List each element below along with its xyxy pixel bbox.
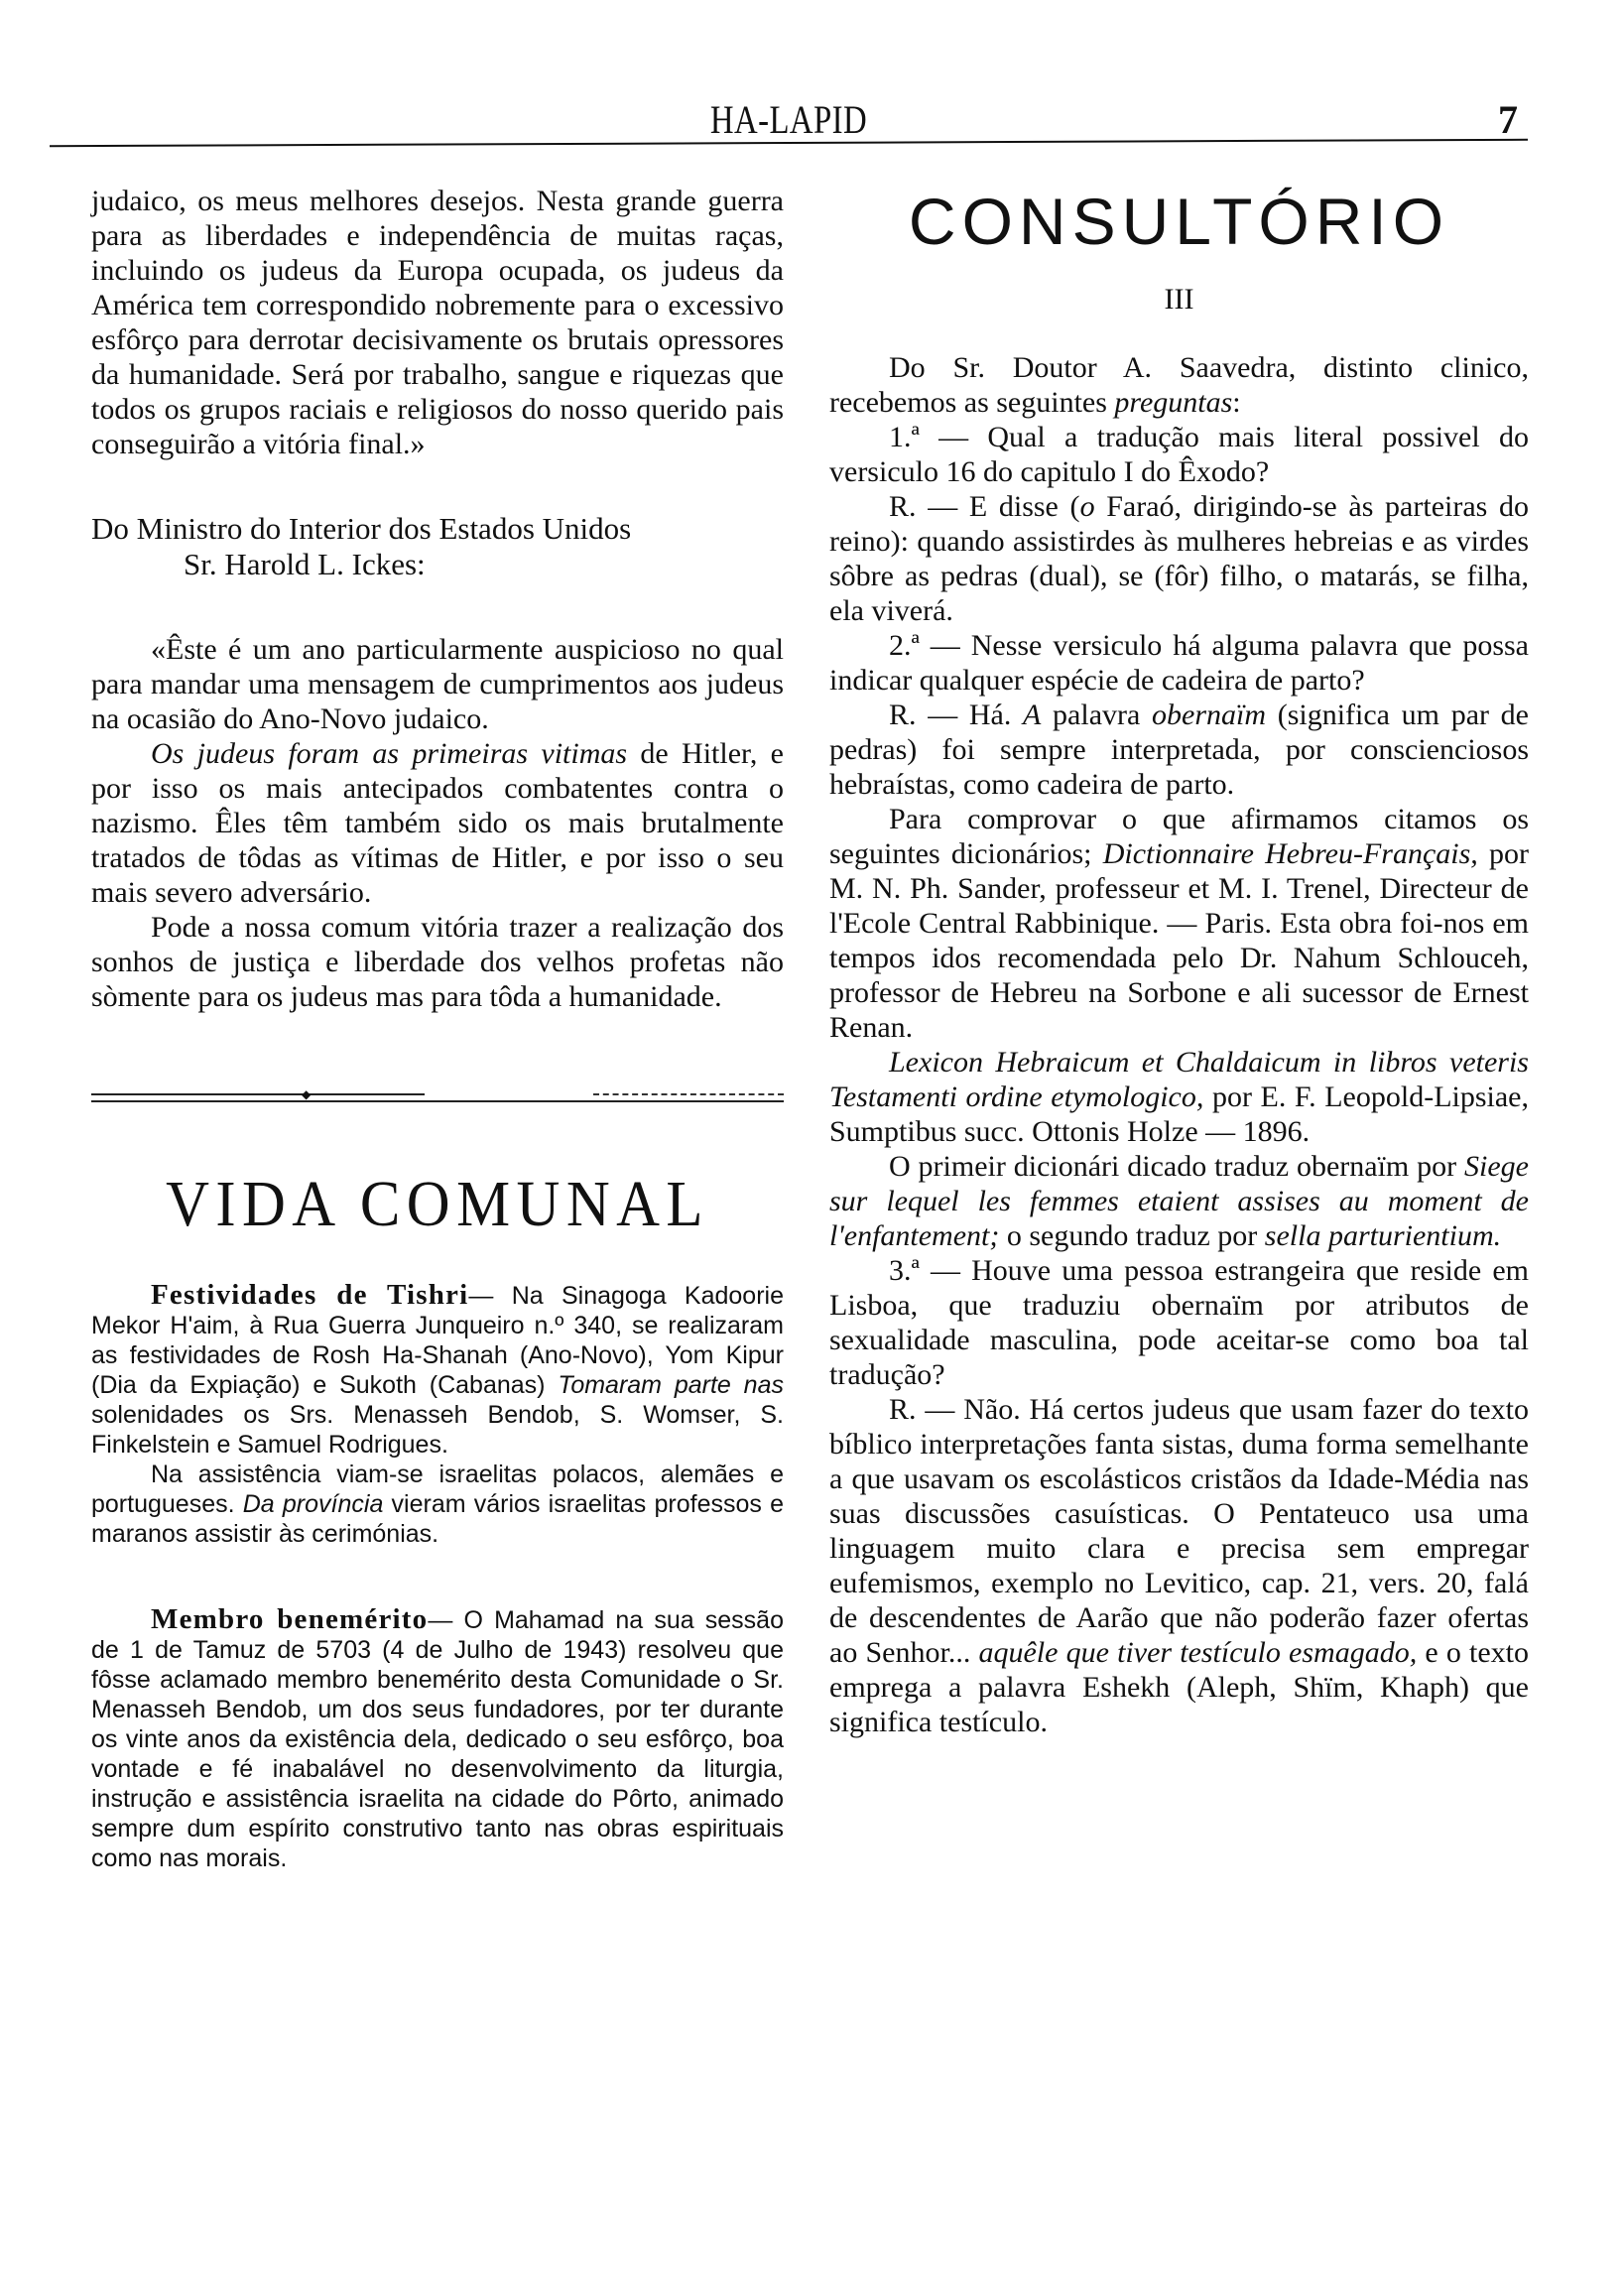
news-item-runin: Membro benemérito — [151, 1603, 429, 1635]
intro-paragraph: Do Sr. Doutor A. Saavedra, distinto clinico, recebemos as seguintes preguntas: — [829, 351, 1529, 419]
quote-paragraph: Pode a nossa comum vitória trazer a realização dos sonhos de justiça e liberdade dos velhos profetas não sòmente para os judeus mas para tôda a humanidade. — [91, 911, 784, 1013]
news-item-runin: Festividades de Tishri — [151, 1279, 469, 1311]
part-number: III — [1164, 283, 1194, 316]
news-item-membro-benemerito: Membro benemérito— O Mahamad na sua sessão de 1 de Tamuz de 5703 (4 de Julho de 1943) resolveu que fôsse aclamado membro benemérito desta Comunidade o Sr. Menasseh Bendob, um dos seus fundadores, por ter durante os vinte anos da existência dela, dedicado o seu esfôrço, boa vontade e fé inabalável no desenvolvimento da liturgia, instrução e assistência israelita na cidade do Pôrto, animado sempre dum espírito construtivo tanto nas obras espirituais como nas morais. — [91, 1603, 784, 1872]
divider-ornament-icon: ◆ — [302, 1087, 312, 1101]
quote-paragraph: «Êste é um ano particularmente auspicioso no qual para mandar uma mensagem de cumprimentos aos judeus na ocasião do Ano-Novo judaico. — [91, 633, 784, 735]
news-item-paragraph: Na assistência viam-se israelitas polacos, alemães e portugueses. Da província vieram vários israelitas professos e maranos assistir às cerimónias. — [91, 1461, 784, 1548]
ministro-line: Do Ministro do Interior dos Estados Unidos — [91, 511, 632, 546]
section-divider — [91, 1087, 784, 1107]
quote-text: de Hitler, e por isso os mais antecipados combatentes contra o nazismo. Êles têm também sido os mais brutalmente tratados de tôdas as vítimas de Hitler, e por isso o seu mais severo adversário. — [91, 737, 784, 909]
page-number: 7 — [1498, 97, 1518, 142]
answer-1: R. — E disse (o Faraó, dirigindo-se às parteiras do reino): quando assistirdes às mulheres hebreias e as virdes sôbre as pedras (dual), se (fôr) filho, o matarás, se filha, ela viverá. — [829, 490, 1530, 627]
question-1: 1.ª — Qual a tradução mais literal possivel do versiculo 16 do capitulo I do Êxodo? — [829, 421, 1529, 488]
section-title-consultorio: CONSULTÓRIO — [908, 185, 1450, 258]
letter-ending-paragraph: judaico, os meus melhores desejos. Nesta grande guerra para as liberdades e independência de muitas raças, incluindo os judeus da Europa ocupada, os judeus da América tem correspondido nobremente para o excessivo esfôrço para derrotar decisivamente os brutais opressores da humanidade. Será por trabalho, sangue e riquezas que todos os grupos raciais e religiosos do nosso querido pais conseguirão a vitória final.» — [91, 185, 784, 460]
translation-paragraph: O primeir dicionári dicado traduz obernaïm por Siege sur lequel les femmes etaient assises au moment de l'enfantement; o segundo traduz por sella parturientium. — [829, 1150, 1529, 1252]
dictionary-paragraph: Para comprovar o que afirmamos citamos os seguintes dicionários; Dictionnaire Hebreu-Français, por M. N. Ph. Sander, professeur et M. I. Trenel, Directeur de l'Ecole Central Rabbinique. — Paris. Esta obra foi-nos em tempos idos recomendada pelo Dr. Nahum Schlouceh, professor de Hebreu na Sorbone e ali sucessor de Ernest Renan. — [829, 803, 1529, 1044]
running-title: HA-LAPID — [709, 97, 868, 142]
question-2: 2.ª — Nesse versiculo há alguma palavra que possa indicar qualquer espécie de cadeira de parto? — [829, 629, 1529, 697]
lexicon-paragraph: Lexicon Hebraicum et Chaldaicum in libros veteris Testamenti ordine etymologico, por E. F. Leopold-Lipsiae, Sumptibus succ. Ottonis Holze — 1896. — [829, 1046, 1529, 1148]
ministro-name: Sr. Harold L. Ickes: — [184, 547, 426, 581]
running-head — [50, 94, 1528, 144]
ministro-attribution — [91, 511, 784, 582]
question-3: 3.ª — Houve uma pessoa estrangeira que reside em Lisboa, que traduziu obernaïm por atributos de sexualidade masculina, pode aceitar-se como boa tal tradução? — [829, 1254, 1529, 1391]
news-item-festividades: Festividades de Tishri— Na Sinagoga Kadoorie Mekor H'aim, à Rua Guerra Junqueiro n.º 340, se realizaram as festividades de Rosh Ha-Shanah (Ano-Novo), Yom Kipur (Dia da Expiação) e Sukoth (Cabanas) Tomaram parte nas solenidades os Srs. Menasseh Bendob, S. Womser, S. Finkelstein e Samuel Rodrigues. — [91, 1279, 784, 1459]
quote-italic: Os judeus foram as primeiras vitimas — [151, 737, 628, 770]
left-column — [91, 184, 784, 1873]
answer-2: R. — Há. A palavra obernaïm (significa um par de pedras) foi sempre interpretada, por conscienciosos hebraístas, como cadeira de parto. — [829, 699, 1529, 801]
right-column — [829, 184, 1529, 1739]
section-title-vida-comunal: VIDA COMUNAL — [166, 1168, 709, 1240]
quote-paragraph — [91, 736, 784, 910]
answer-3: R. — Não. Há certos judeus que usam fazer do texto bíblico interpretações fanta sistas, duma forma semelhante a que usavam os escolásticos cristãos da Idade-Média nas suas discussões casuísticas. O Pentateuco usa uma linguagem muito clara e precisa sem empregar eufemismos, exemplo no Levitico, cap. 21, vers. 20, falá de descendentes de Aarão que não poderão fazer ofertas ao Senhor... aquêle que tiver testículo esmagado, e o texto emprega a palavra Eshekh (Aleph, Shïm, Khaph) que significa testículo. — [829, 1393, 1529, 1738]
